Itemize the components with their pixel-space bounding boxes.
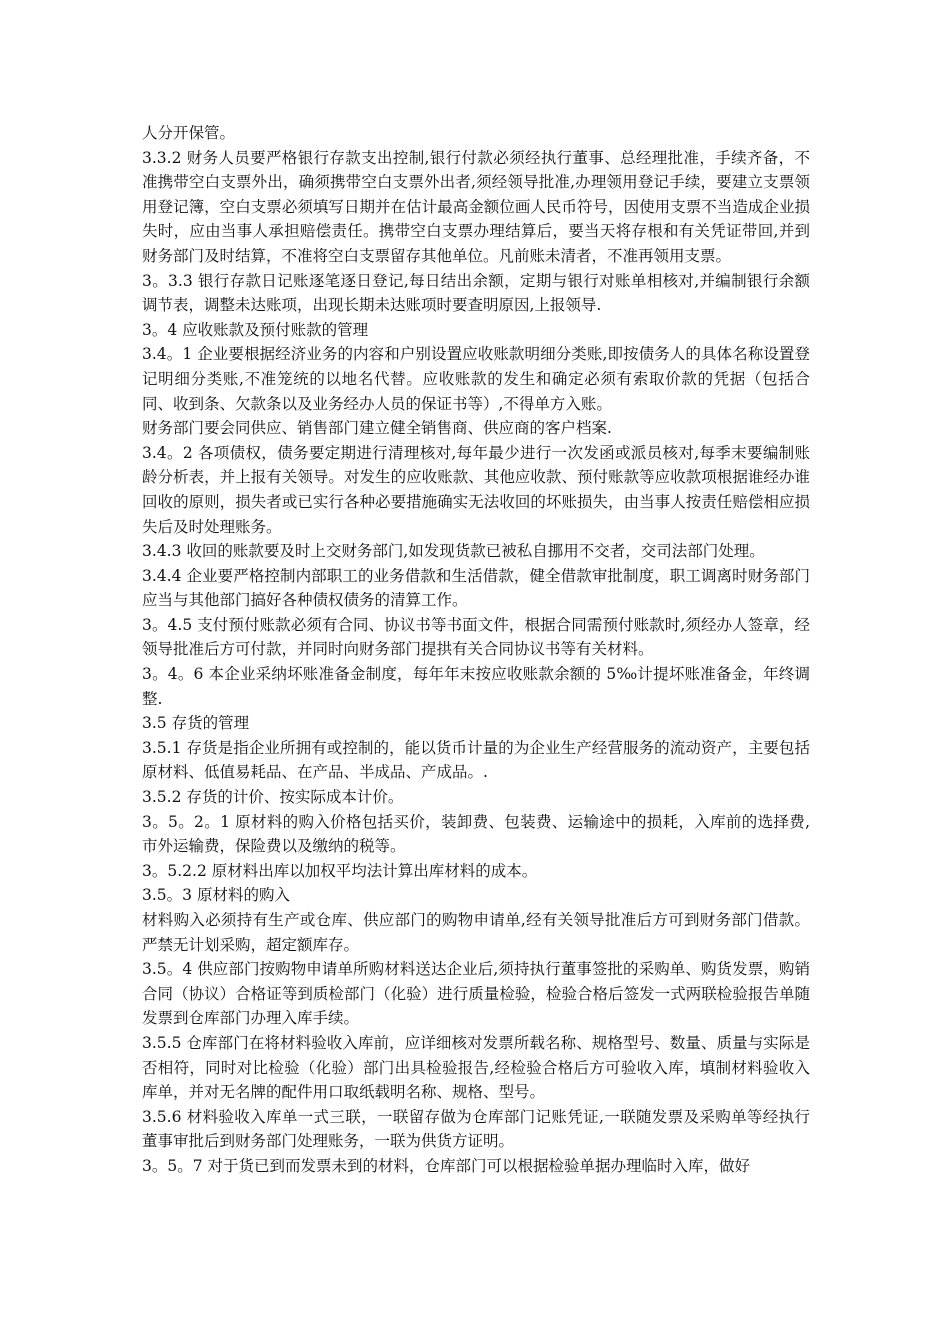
paragraph-3-3-3: 3。3.3 银行存款日记账逐笔逐日登记,每日结出余额，定期与银行对账单相核对,并编制银行余额调节表，调整未达账项，出现长期未达账项时要查明原因,上报领导. xyxy=(142,271,810,315)
paragraph-3-5-2-2: 3。5.2.2 原材料出库以加权平均法计算出库材料的成本。 xyxy=(142,861,538,880)
paragraph-3-5-2: 3.5.2 存货的计价、按实际成本计价。 xyxy=(142,788,404,807)
paragraph-3-5-7: 3。5。7 对于货已到而发票未到的材料，仓库部门可以根据检验单据办理临时入库，做好 xyxy=(142,1156,751,1175)
paragraph-3-3-2: 3.3.2 财务人员要严格银行存款支出控制,银行付款必须经执行董事、总经理批准，手续齐备，不准携带空白支票外出，确须携带空白支票外出者,须经领导批准,办理领用登记手续，要建立支票领用登记簿，空白支票必须填写日期并在估计最高金额位画人民币符号，因使用支票不当造成企业损失时，应由当事人承担赔偿责任。携带空白支票办理结算后，要当天将存根和有关凭证带回,并到财务部门及时结算，不准将空白支票留存其他单位。凡前账未清者，不准再领用支票。 xyxy=(142,148,810,265)
paragraph-3-5-4: 3.5。4 供应部门按购物申请单所购材料送达企业后,须持执行董事签批的采购单、购货发票，购销合同（协议）合格证等到质检部门（化验）进行质量检验，检验合格后签发一式两联检验报告单随发票到仓库部门办理入库手续。 xyxy=(142,960,810,1028)
paragraph-3-4-1: 3.4。1 企业要根据经济业务的内容和户别设置应收账款明细分类账,即按债务人的具体名称设置登记明细分类账,不准笼统的以地名代替。应收账款的发生和确定必须有索取价款的凭据（包括合同、收到条、欠款条以及业务经办人员的保证书等）,不得单方入账。 xyxy=(142,345,810,413)
paragraph-3-4-4: 3.4.4 企业要严格控制内部职工的业务借款和生活借款，健全借款审批制度，职工调离时财务部门应当与其他部门搞好各种债权债务的清算工作。 xyxy=(142,566,810,610)
document-body xyxy=(142,121,810,1179)
paragraph-3-5-1: 3.5.1 存货是指企业所拥有或控制的，能以货币计量的为企业生产经营服务的流动资产，主要包括原材料、低值易耗品、在产品、半成品、产成品。. xyxy=(142,738,810,782)
paragraph-3-5-2-1: 3。5。2。1 原材料的购入价格包括买价，装卸费、包装费、运输途中的损耗，入库前的选择费,市外运输费，保险费以及缴纳的税等。 xyxy=(142,812,810,856)
paragraph-continuation: 人分开保管。 xyxy=(142,124,236,142)
paragraph-3-4-3: 3.4.3 收回的账款要及时上交财务部门,如发现货款已被私自挪用不交者，交司法部门处理。 xyxy=(142,542,765,561)
paragraph-3-4-5: 3。4.5 支付预付账款必须有合同、协议书等书面文件，根据合同需预付账款时,须经办人签章，经领导批准后方可付款，并同时向财务部门提拱有关合同协议书等有关材料。 xyxy=(142,615,810,659)
section-heading-3-5: 3.5 存货的管理 xyxy=(142,714,250,733)
section-heading-3-4: 3。4 应收账款及预付账款的管理 xyxy=(142,320,369,339)
paragraph-3-5-5: 3.5.5 仓库部门在将材料验收入库前，应详细核对发票所载名称、规格型号、数量、质量与实际是否相符，同时对比检验（化验）部门出具检验报告,经检验合格后方可验收入库，填制材料验收入库单，并对无名牌的配件用口取纸载明名称、规格、型号。 xyxy=(142,1033,810,1102)
paragraph-3-5-6: 3.5.6 材料验收入库单一式三联，一联留存做为仓库部门记账凭证,一联随发票及采购单等经执行董事审批后到财务部门处理账务，一联为供货方证明。 xyxy=(142,1107,810,1151)
paragraph-3-4-6: 3。4。6 本企业采纳坏账准备金制度，每年年末按应收账款余额的 5‰计提坏账准备金，年终调整. xyxy=(142,665,810,708)
section-heading-3-5-3: 3.5。3 原材料的购入 xyxy=(142,886,290,905)
paragraph-3-4-2: 3.4。2 各项债权，债务要定期进行清理核对,每年最少进行一次发函或派员核对,每季末要编制账龄分析表，并上报有关领导。对发生的应收账款、其他应收款、预付账款等应收款项根据谁经办谁回收的原则，损失者或已实行各种必要措施确实无法收回的坏账损失，由当事人按责任赔偿相应损失后及时处理账务。 xyxy=(142,443,810,536)
paragraph-customer-files: 财务部门要会同供应、销售部门建立健全销售商、供应商的客户档案. xyxy=(142,419,612,438)
paragraph-material-purchase: 材料购入必须持有生产或仓库、供应部门的购物申请单,经有关领导批准后方可到财务部门借款。严禁无计划采购，超定额库存。 xyxy=(142,911,810,954)
